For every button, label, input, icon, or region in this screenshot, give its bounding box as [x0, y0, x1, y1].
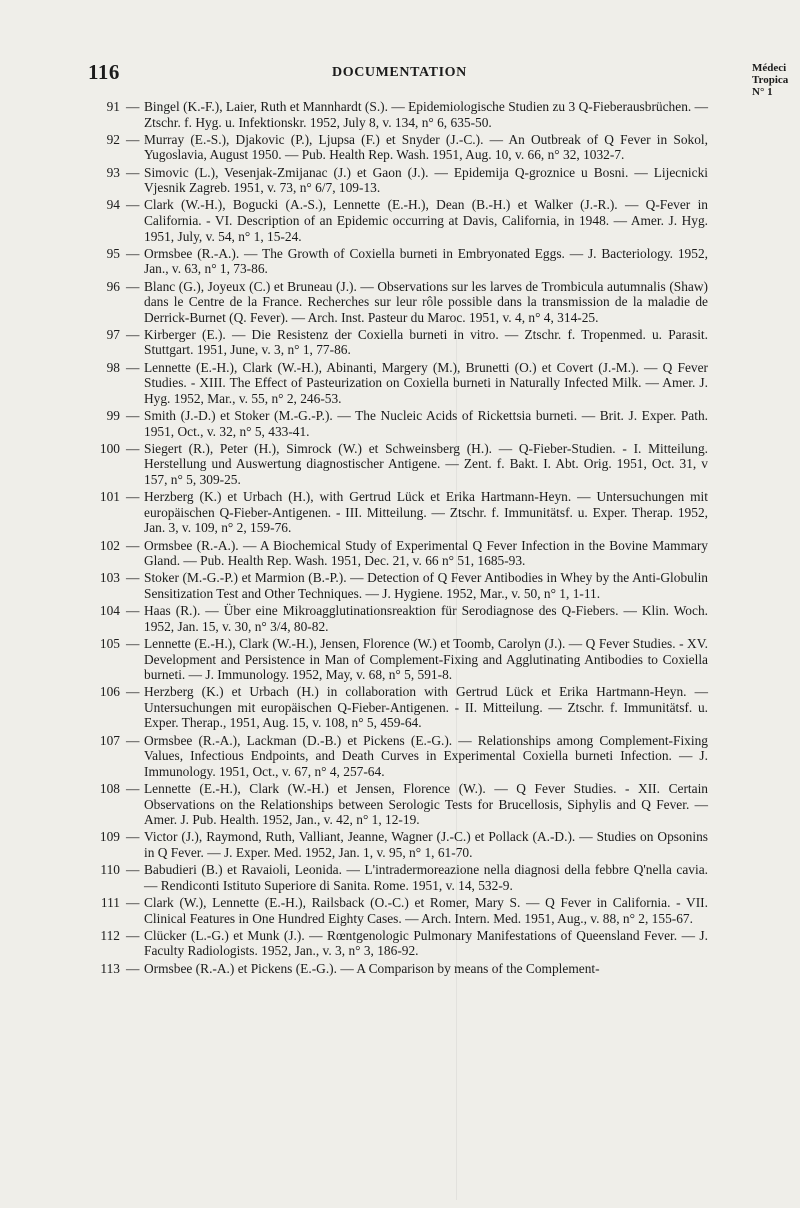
- reference-dash: —: [126, 408, 140, 424]
- reference-entry: [84, 441, 708, 488]
- reference-number: 105: [99, 635, 120, 651]
- reference-number: 112: [100, 927, 120, 943]
- reference-dash: —: [126, 927, 140, 943]
- reference-entry: [84, 961, 708, 977]
- reference-dash: —: [126, 960, 140, 976]
- reference-entry: [84, 246, 708, 277]
- reference-text: Herzberg (K.) et Urbach (H.) in collaboration with Gertrud Lück et Erika Hartmann-Heyn. — Untersuchungen mit europäischen Q-Fieber-Antigenen. - II. Mitteilung. — Ztschr. f. Immunitätsf. u. Exper. Therap., 1951, Aug. 15, v. 108, n° 5, 459-64.: [144, 684, 708, 731]
- reference-text: Smith (J.-D.) et Stoker (M.-G.-P.). — The Nucleic Acids of Rickettsia burneti. — Brit. J. Exper. Path. 1951, Oct., v. 32, n° 5, 433-41.: [144, 408, 708, 439]
- reference-entry: [84, 132, 708, 163]
- reference-number: 92: [106, 131, 120, 147]
- reference-entry: [84, 636, 708, 683]
- reference-text: Stoker (M.-G.-P.) et Marmion (B.-P.). — Detection of Q Fever Antibodies in Whey by the Anti-Globulin Sensitization Test and Other Techniques. — J. Hygiene. 1952, Mar., v. 50, n° 1, 1-11.: [144, 570, 708, 601]
- reference-text: Murray (E.-S.), Djakovic (P.), Ljupsa (F.) et Snyder (J.-C.). — An Outbreak of Q Fever in Sokol, Yugoslavia, August 1950. — Pub. Health Rep. Wash. 1951, Aug. 10, v. 66, n° 32, 1032-7.: [144, 131, 708, 163]
- reference-dash: —: [126, 781, 140, 797]
- reference-text: Ormsbee (R.-A.), Lackman (D.-B.) et Pickens (E.-G.). — Relationships among Complement-Fixing Values, Infectious Endpoints, and Death Curves in Experimental Coxiella burneti Infection. — J. Immunology. 1951, Oct., v. 67, n° 4, 257-64.: [144, 732, 708, 779]
- reference-text: Simovic (L.), Vesenjak-Zmijanac (J.) et Gaon (J.). — Epidemija Q-groznice u Bosni. — Lijecnicki Vjesnik Zagreb. 1951, v. 73, n° 6/7, 109-13.: [144, 164, 708, 196]
- reference-number: 100: [99, 440, 120, 456]
- reference-text: Kirberger (E.). — Die Resistenz der Coxiella burneti in vitro. — Ztschr. f. Tropenmed. u. Parasit. Stuttgart. 1951, June, v. 3, n° 1, 77-86.: [144, 326, 708, 358]
- reference-number: 94: [106, 197, 120, 213]
- reference-number: 91: [106, 99, 120, 114]
- reference-entry: [84, 99, 708, 130]
- reference-number: 102: [99, 537, 120, 553]
- reference-dash: —: [126, 684, 140, 700]
- reference-entry: [84, 570, 708, 601]
- reference-number: 103: [99, 570, 120, 586]
- page-header: [88, 60, 708, 90]
- reference-dash: —: [126, 862, 140, 878]
- reference-entry: [84, 197, 708, 244]
- reference-text: Ormsbee (R.-A.) et Pickens (E.-G.). — A Comparison by means of the Complement-: [144, 960, 600, 976]
- reference-text: Clücker (L.-G.) et Munk (J.). — Rœntgenologic Pulmonary Manifestations of Queensland Fever. — J. Faculty Radiologists. 1952, Jan., v. 3, n° 3, 186-92.: [144, 927, 708, 959]
- reference-dash: —: [126, 99, 140, 114]
- reference-number: 104: [99, 603, 120, 619]
- reference-number: 93: [106, 164, 120, 180]
- reference-number: 106: [99, 684, 120, 700]
- reference-dash: —: [126, 570, 140, 586]
- reference-entry: [84, 603, 708, 634]
- reference-number: 101: [99, 489, 120, 505]
- reference-number: 107: [99, 732, 120, 748]
- reference-text: Babudieri (B.) et Ravaioli, Leonida. — L'intradermoreazione nella diagnosi della febbre Q'nella cavia. — Rendiconti Istituto Superiore di Sanita. Rome. 1951, v. 14, 532-9.: [144, 862, 708, 893]
- reference-number: 108: [99, 781, 120, 797]
- reference-number: 99: [106, 408, 120, 424]
- reference-dash: —: [126, 829, 140, 845]
- reference-dash: —: [126, 732, 140, 748]
- reference-text: Victor (J.), Raymond, Ruth, Valliant, Jeanne, Wagner (J.-C.) et Pollack (A.-D.). — Studies on Opsonins in Q Fever. — J. Exper. Med. 1952, Jan. 1, v. 95, n° 1, 61-70.: [144, 829, 708, 860]
- reference-entry: [84, 733, 708, 780]
- reference-dash: —: [126, 197, 140, 213]
- reference-entry: [84, 165, 708, 196]
- margin-note: [752, 62, 800, 98]
- reference-dash: —: [126, 359, 140, 375]
- reference-entry: [84, 684, 708, 731]
- reference-dash: —: [126, 164, 140, 180]
- reference-number: 97: [106, 326, 120, 342]
- reference-dash: —: [126, 635, 140, 651]
- reference-text: Ormsbee (R.-A.). — The Growth of Coxiella burneti in Embryonated Eggs. — J. Bacteriology. 1952, Jan., v. 63, n° 1, 73-86.: [144, 245, 708, 277]
- reference-dash: —: [126, 440, 140, 456]
- reference-dash: —: [126, 894, 140, 910]
- reference-entry: [84, 862, 708, 893]
- reference-entry: [84, 327, 708, 358]
- reference-text: Clark (W.), Lennette (E.-H.), Railsback (O.-C.) et Romer, Mary S. — Q Fever in California. - VII. Clinical Features in One Hundred Eighty Cases. — Arch. Intern. Med. 1951, Aug., v. 88, n° 2, 155-67.: [144, 894, 708, 926]
- reference-dash: —: [126, 131, 140, 147]
- reference-dash: —: [126, 245, 140, 261]
- reference-dash: —: [126, 537, 140, 553]
- page-number: 116: [88, 60, 120, 84]
- margin-note-line: N° 1: [752, 86, 773, 98]
- reference-entry: [84, 895, 708, 926]
- reference-text: Lennette (E.-H.), Clark (W.-H.) et Jensen, Florence (W.). — Q Fever Studies. - XII. Certain Observations on the Relationships between Serologic Tests for Brucellosis, Siphylis and Q Fever. — Amer. J. Pub. Health. 1952, Jan., v. 42, n° 1, 12-19.: [144, 781, 708, 828]
- margin-note-line: Tropica: [752, 74, 789, 86]
- reference-entry: [84, 829, 708, 860]
- reference-list: [84, 99, 708, 978]
- reference-number: 109: [99, 829, 120, 845]
- reference-dash: —: [126, 603, 140, 619]
- margin-note-line: Médeci: [752, 62, 787, 74]
- reference-entry: [84, 489, 708, 536]
- reference-text: Lennette (E.-H.), Clark (W.-H.), Jensen, Florence (W.) et Toomb, Carolyn (J.). — Q Fever Studies. - XV. Development and Persistence in Man of Complement-Fixing and Agglutinating Antibodies to Coxiella burneti. — J. Immunology. 1952, May, v. 68, n° 5, 591-8.: [144, 635, 708, 683]
- reference-dash: —: [126, 326, 140, 342]
- reference-text: Haas (R.). — Über eine Mikroagglutinationsreaktion für Serodiagnose des Q-Fiebers. — Klin. Woch. 1952, Jan. 15, v. 30, n° 3/4, 80-82.: [144, 603, 708, 634]
- reference-text: Clark (W.-H.), Bogucki (A.-S.), Lennette (E.-H.), Dean (B.-H.) et Walker (J.-R.). — Q-Fever in California. - VI. Description of an Epidemic occurring at Davis, California, in 1948. — Amer. J. Hyg. 1951, July, v. 54, n° 1, 15-24.: [144, 197, 708, 244]
- reference-entry: [84, 360, 708, 407]
- running-title: DOCUMENTATION: [332, 65, 467, 80]
- reference-number: 113: [100, 960, 120, 976]
- reference-dash: —: [126, 278, 140, 294]
- reference-entry: [84, 538, 708, 569]
- reference-number: 98: [106, 359, 120, 375]
- reference-entry: [84, 408, 708, 439]
- reference-entry: [84, 279, 708, 326]
- reference-number: 111: [100, 894, 120, 910]
- reference-number: 95: [106, 245, 120, 261]
- reference-number: 96: [106, 278, 120, 294]
- reference-text: Blanc (G.), Joyeux (C.) et Bruneau (J.). — Observations sur les larves de Trombicula autumnalis (Shaw) dans le Centre de la France. Recherches sur leur rôle possible dans la transmission de la maladie de Derrick-Burnet (Q. Fever). — Arch. Inst. Pasteur du Maroc. 1951, v. 4, n° 4, 314-25.: [144, 278, 708, 325]
- reference-text: Siegert (R.), Peter (H.), Simrock (W.) et Schweinsberg (H.). — Q-Fieber-Studien. - I. Mitteilung. Herstellung und Auswertung diagnostischer Antigene. — Zent. f. Bakt. I. Abt. Orig. 1951, Oct. 31, v 157, n° 5, 309-25.: [144, 440, 708, 487]
- reference-text: Bingel (K.-F.), Laier, Ruth et Mannhardt (S.). — Epidemiologische Studien zu 3 Q-Fieberausbrüchen. — Ztschr. f. Hyg. u. Infektionskr. 1952, July 8, v. 134, n° 6, 635-50.: [144, 99, 708, 130]
- reference-text: Herzberg (K.) et Urbach (H.), with Gertrud Lück et Erika Hartmann-Heyn. — Untersuchungen mit europäischen Q-Fieber-Antigenen. - III. Mitteilung. — Ztschr. f. Immunitätsf. u. Exper. Therap. 1952, Jan. 3, v. 109, n° 2, 159-76.: [144, 489, 708, 536]
- reference-number: 110: [100, 862, 120, 878]
- reference-entry: [84, 781, 708, 828]
- reference-entry: [84, 928, 708, 959]
- reference-dash: —: [126, 489, 140, 505]
- reference-text: Ormsbee (R.-A.). — A Biochemical Study of Experimental Q Fever Infection in the Bovine Mammary Gland. — Pub. Health Rep. Wash. 1951, Dec. 21, v. 66 n° 51, 1685-93.: [144, 537, 708, 569]
- reference-text: Lennette (E.-H.), Clark (W.-H.), Abinanti, Margery (M.), Brunetti (O.) et Covert (J.-M.). — Q Fever Studies. - XIII. The Effect of Pasteurization on Coxiella burneti in Naturally Infected Milk. — Amer. J. Hyg. 1952, Mar., v. 55, n° 2, 246-53.: [144, 359, 708, 406]
